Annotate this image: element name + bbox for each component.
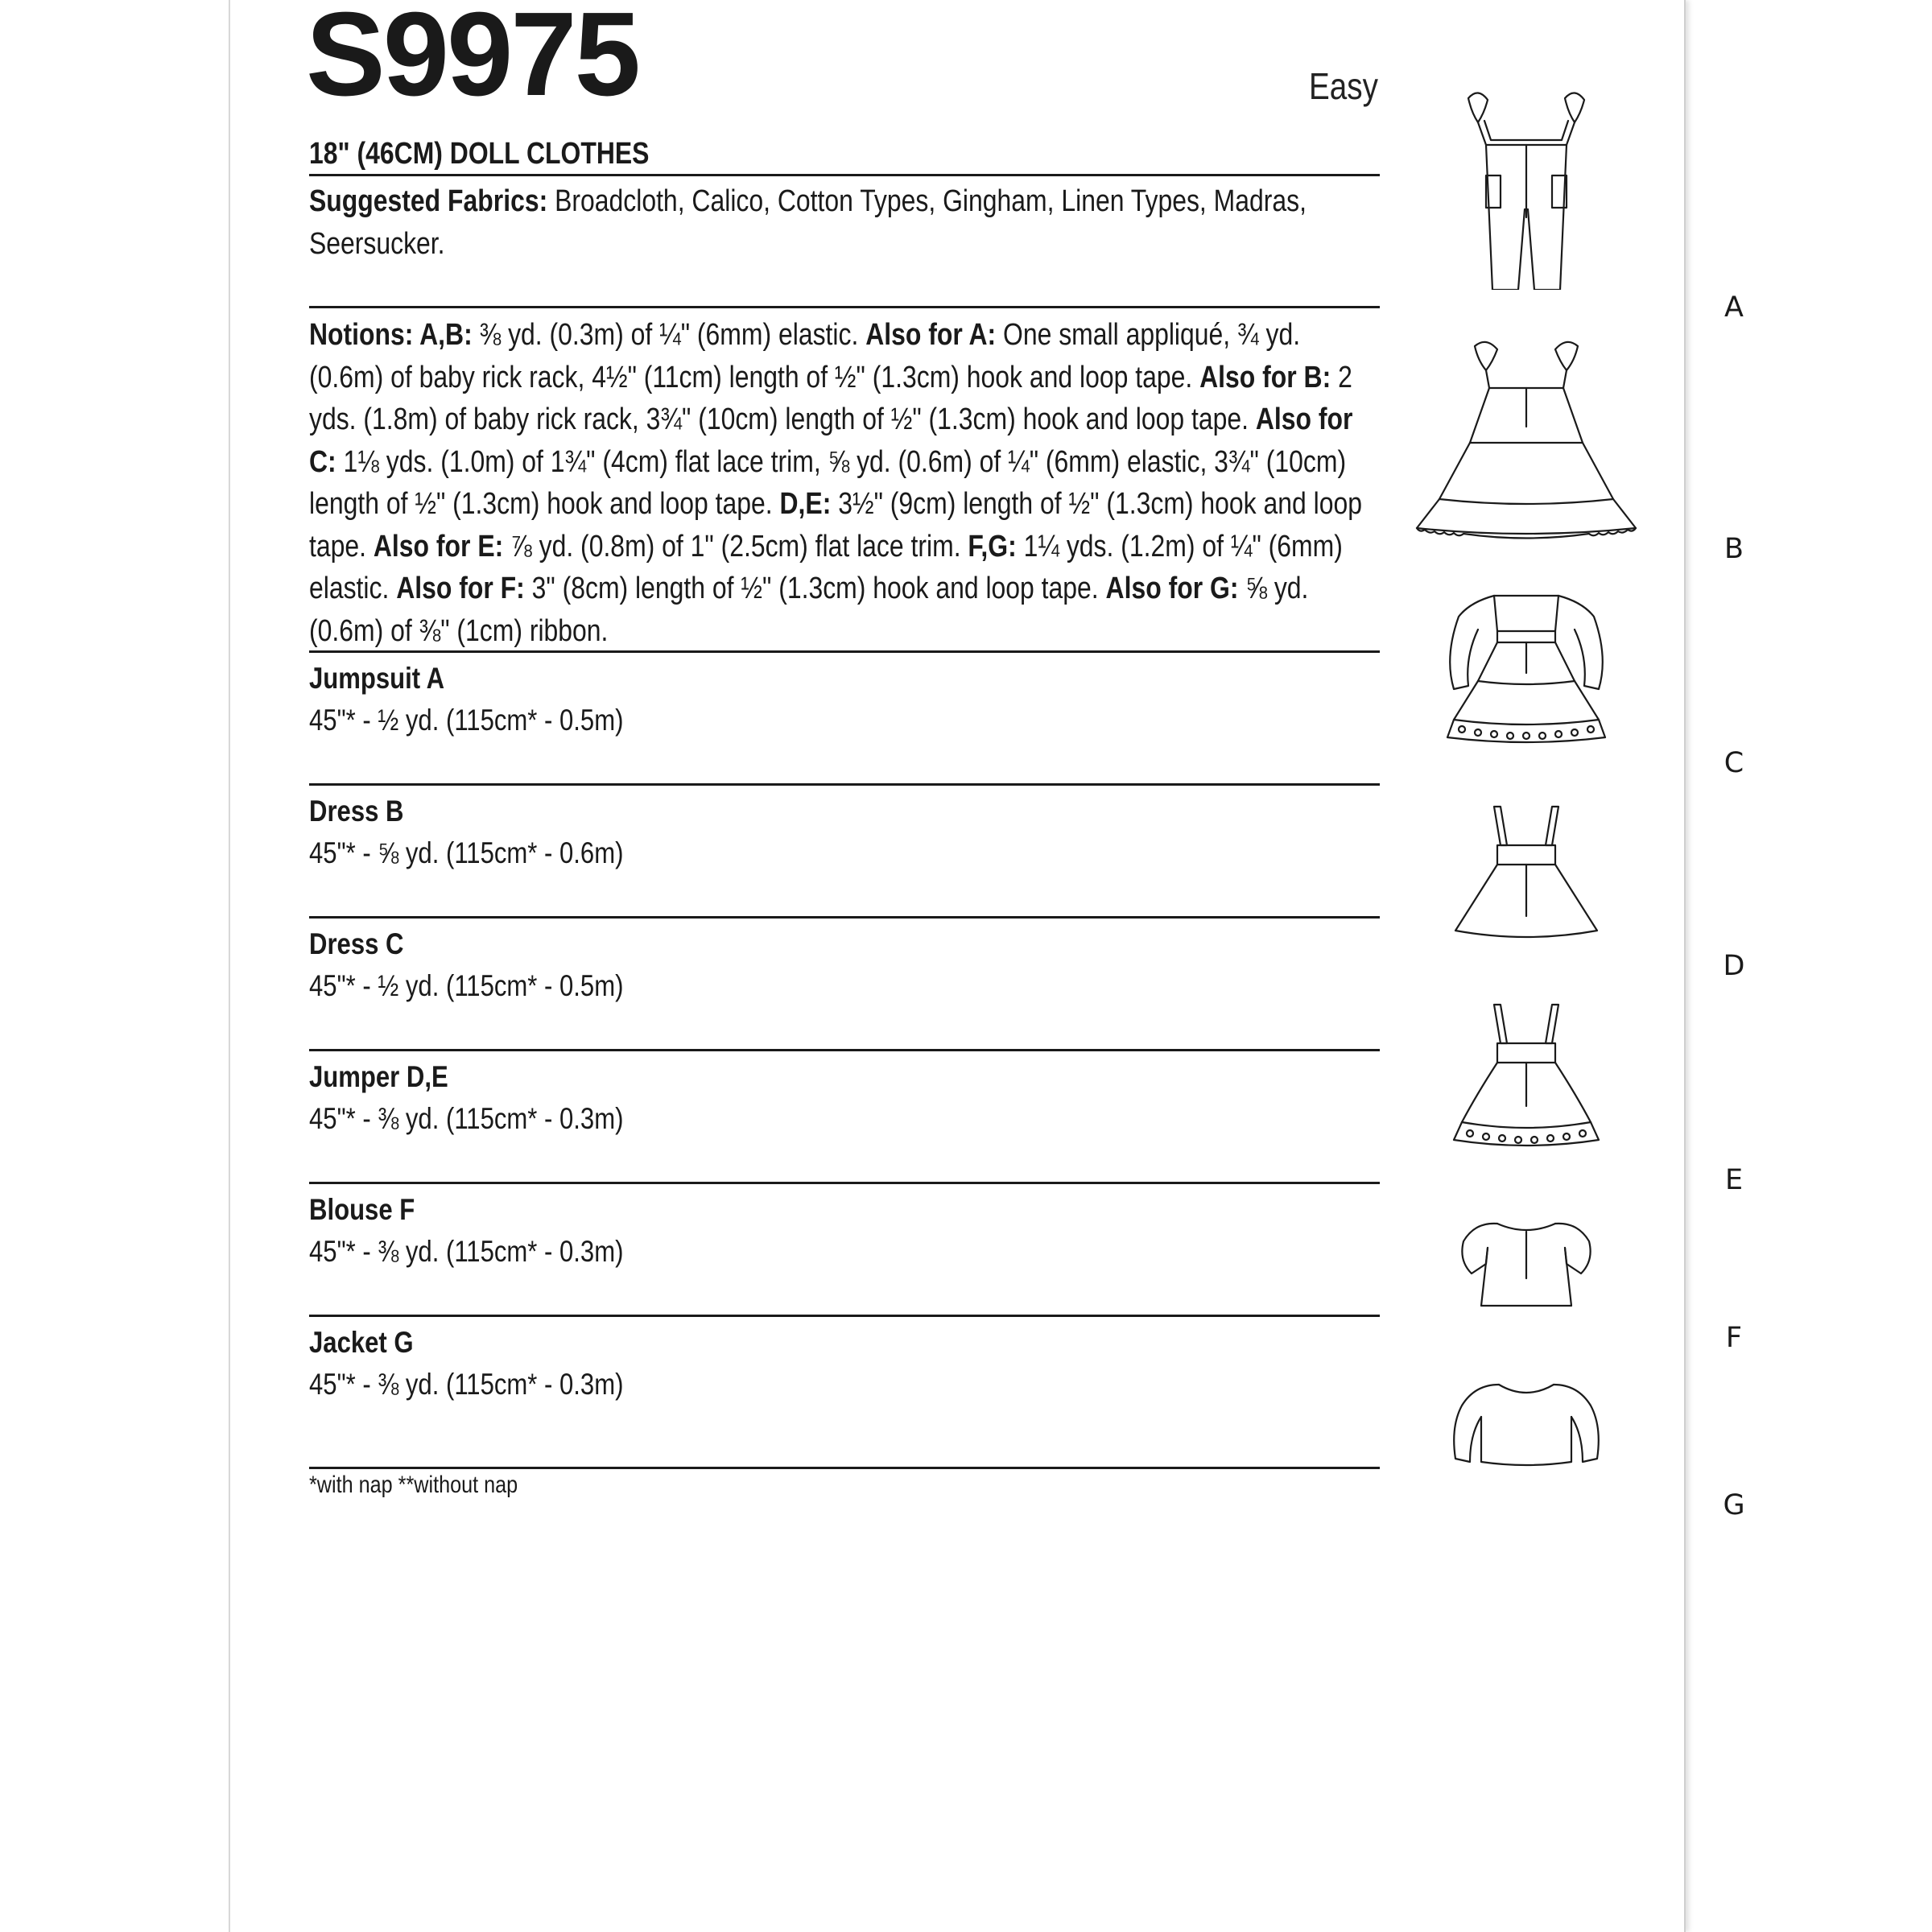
section-title-blouse-f: Blouse F bbox=[309, 1193, 415, 1226]
view-d-jumper-illustration bbox=[1397, 803, 1655, 940]
view-label-f: F bbox=[1725, 1322, 1743, 1354]
fabrics-text: Broadcloth, Calico, Cotton Types, Gingham, Linen Types, Madras, Seersucker. bbox=[309, 184, 1307, 261]
view-c-dress-illustration bbox=[1397, 584, 1655, 745]
notions-text: One small appliqué, ¾ yd. (0.6m) of baby rick rack, 4½" (11cm) length of ½" (1.3cm) hook and loop tape. bbox=[309, 318, 1301, 394]
divider bbox=[309, 650, 1380, 653]
view-g-jacket-illustration bbox=[1397, 1373, 1655, 1470]
view-a-jumpsuit-illustration bbox=[1397, 89, 1655, 290]
section-yardage: 45"* - ⅜ yd. (115cm* - 0.3m) bbox=[309, 1368, 624, 1401]
section-title-jumper-de: Jumper D,E bbox=[309, 1060, 448, 1093]
view-f-blouse-illustration bbox=[1397, 1212, 1655, 1309]
fabrics-label: Suggested Fabrics: bbox=[309, 184, 548, 218]
divider bbox=[309, 306, 1380, 308]
divider bbox=[309, 1049, 1380, 1051]
divider bbox=[309, 783, 1380, 786]
notions-text: ⅞ yd. (0.8m) of 1" (2.5cm) flat lace trim. bbox=[510, 529, 968, 564]
notions-label: F,G: bbox=[968, 529, 1024, 564]
divider bbox=[309, 1467, 1380, 1469]
notions-text: 2 yds. (1.8m) of baby rick rack, 3¾" (10cm) length of ½" (1.3cm) hook and loop tape. bbox=[309, 360, 1352, 436]
view-label-a: A bbox=[1724, 291, 1744, 324]
divider bbox=[309, 1315, 1380, 1317]
section-title-jumpsuit-a: Jumpsuit A bbox=[309, 662, 445, 695]
divider bbox=[309, 174, 1380, 176]
divider bbox=[309, 1182, 1380, 1184]
notions-text: 3½" (9cm) length of ½" (1.3cm) hook and loop tape. bbox=[309, 487, 1362, 564]
notions-label: Also for B: bbox=[1199, 360, 1339, 394]
view-label-b: B bbox=[1724, 533, 1744, 565]
notions-label: Also for E: bbox=[373, 529, 511, 564]
section-yardage: 45"* - ½ yd. (115cm* - 0.5m) bbox=[309, 704, 624, 737]
notions-text: ⅝ yd. (0.6m) of ⅜" (1cm) ribbon. bbox=[309, 572, 1309, 648]
pattern-envelope-page bbox=[229, 0, 1745, 1932]
divider bbox=[309, 916, 1380, 919]
section-yardage: 45"* - ⅜ yd. (115cm* - 0.3m) bbox=[309, 1235, 624, 1268]
section-title-dress-c: Dress C bbox=[309, 927, 404, 960]
difficulty-label: Easy bbox=[1309, 65, 1378, 107]
nap-footnote: *with nap **without nap bbox=[309, 1472, 518, 1498]
view-e-jumper-illustration bbox=[1397, 1001, 1655, 1154]
notions-text: 1⅛ yds. (1.0m) of 1¾" (4cm) flat lace trim, ⅝ yd. (0.6m) of ¼" (6mm) elastic, 3¾" (10cm) length of ½" (1.3cm) hook and loop tape. bbox=[309, 444, 1347, 521]
section-yardage: 45"* - ½ yd. (115cm* - 0.5m) bbox=[309, 969, 624, 1002]
section-yardage: 45"* - ⅜ yd. (115cm* - 0.3m) bbox=[309, 1102, 624, 1135]
section-title-dress-b: Dress B bbox=[309, 795, 404, 828]
notions-label: D,E: bbox=[779, 487, 839, 521]
notions-label: Also for G: bbox=[1105, 572, 1246, 605]
notions-label: Also for F: bbox=[396, 572, 532, 605]
notions-label: Notions: A,B: bbox=[309, 318, 480, 352]
view-label-c: C bbox=[1724, 747, 1744, 779]
view-label-e: E bbox=[1724, 1164, 1744, 1196]
view-b-dress-illustration bbox=[1397, 338, 1655, 539]
notions-label: Also for A: bbox=[865, 318, 1004, 352]
notions-text: ⅜ yd. (0.3m) of ¼" (6mm) elastic. bbox=[479, 318, 866, 352]
suggested-fabrics bbox=[309, 180, 1581, 266]
notions-label: Also for C: bbox=[309, 402, 1353, 479]
view-label-d: D bbox=[1723, 950, 1745, 982]
section-title-jacket-g: Jacket G bbox=[309, 1326, 414, 1359]
notions bbox=[309, 314, 1581, 652]
notions-text: 1¼ yds. (1.2m) of ¼" (6mm) elastic. bbox=[309, 529, 1343, 605]
view-label-g: G bbox=[1723, 1489, 1745, 1521]
notions-text: 3" (8cm) length of ½" (1.3cm) hook and loop tape. bbox=[531, 572, 1106, 605]
pattern-title: 18" (46CM) DOLL CLOTHES bbox=[309, 137, 650, 171]
pattern-number: S9975 bbox=[306, 0, 638, 121]
section-yardage: 45"* - ⅝ yd. (115cm* - 0.6m) bbox=[309, 836, 624, 869]
